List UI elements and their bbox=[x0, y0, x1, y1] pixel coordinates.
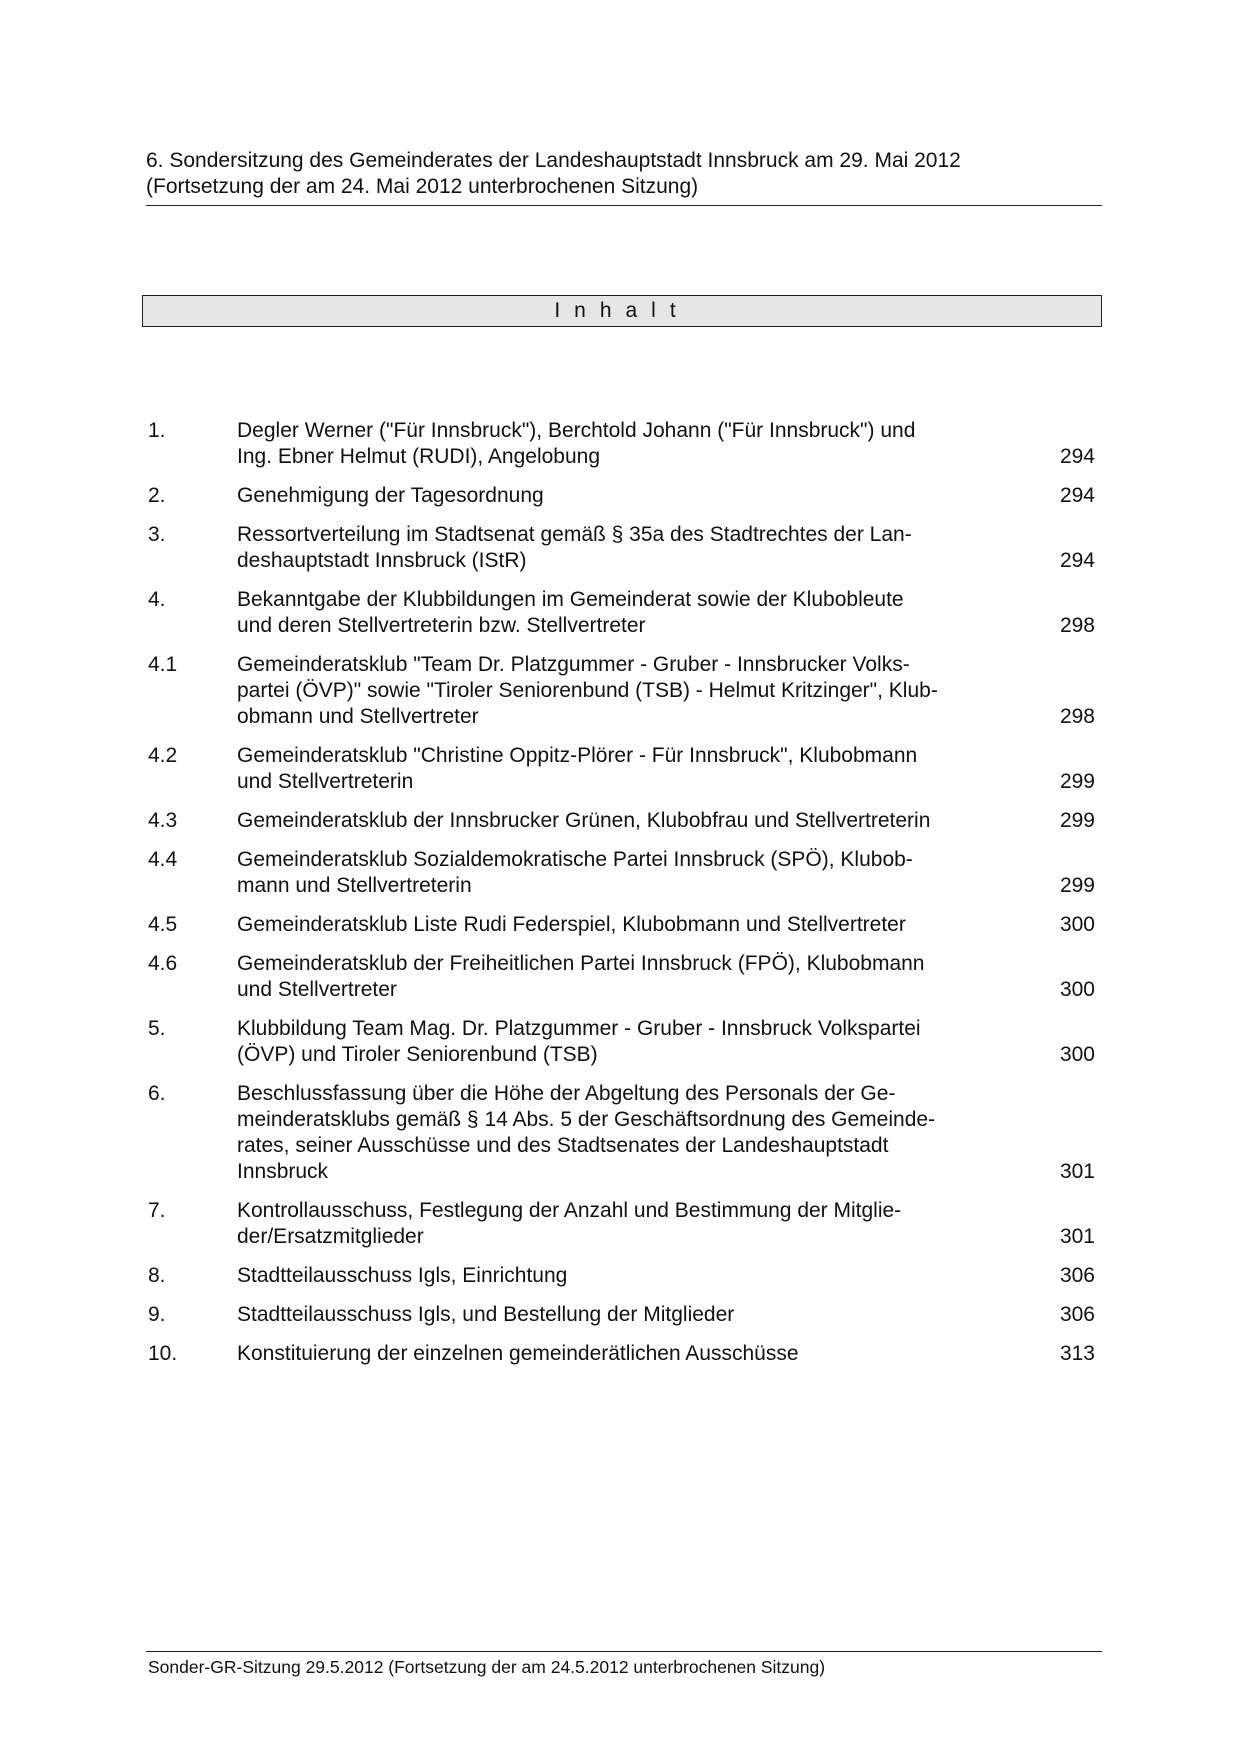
toc-entry-title bbox=[237, 912, 1007, 938]
toc-entry-page-number: 300 bbox=[1059, 978, 1095, 1001]
toc-entry-number: 4. bbox=[148, 588, 166, 611]
toc-entry-number: 6. bbox=[148, 1082, 166, 1105]
toc-entry-title bbox=[237, 652, 1007, 730]
toc-entry-number: 4.2 bbox=[148, 744, 178, 767]
toc-entry-page-number: 313 bbox=[1059, 1342, 1095, 1365]
toc-entry-title bbox=[237, 951, 1007, 1003]
toc-entry-title-line: Stadtteilausschuss Igls, Einrichtung bbox=[237, 1264, 568, 1287]
toc-entry-number: 1. bbox=[148, 419, 166, 442]
toc-entry-number: 2. bbox=[148, 484, 166, 507]
toc-entry bbox=[148, 808, 1098, 834]
toc-entry-title-line: der/Ersatzmitglieder bbox=[237, 1225, 424, 1248]
toc-entry-number: 4.6 bbox=[148, 952, 178, 975]
table-of-contents bbox=[148, 418, 1098, 1380]
toc-entry-title-line: Gemeinderatsklub Sozialdemokratische Partei Innsbruck (SPÖ), Klubob- bbox=[237, 848, 913, 871]
toc-entry bbox=[148, 1341, 1098, 1367]
toc-entry-title-line: Gemeinderatsklub "Team Dr. Platzgummer - Gruber - Innsbrucker Volks- bbox=[237, 653, 910, 676]
footer-divider bbox=[146, 1651, 1102, 1652]
toc-entry bbox=[148, 587, 1098, 639]
toc-entry bbox=[148, 951, 1098, 1003]
toc-entry-title-line: Ressortverteilung im Stadtsenat gemäß § 35a des Stadtrechtes der Lan- bbox=[237, 523, 912, 546]
toc-entry-title-line: deshauptstadt Innsbruck (IStR) bbox=[237, 549, 527, 572]
header-divider bbox=[146, 205, 1102, 206]
toc-entry bbox=[148, 418, 1098, 470]
toc-entry-title-line: Stadtteilausschuss Igls, und Bestellung der Mitglieder bbox=[237, 1303, 735, 1326]
toc-entry bbox=[148, 1198, 1098, 1250]
toc-entry-title-line: obmann und Stellvertreter bbox=[237, 705, 479, 728]
toc-entry-page-number: 298 bbox=[1059, 614, 1095, 637]
toc-entry bbox=[148, 652, 1098, 730]
toc-entry-title bbox=[237, 1302, 1007, 1328]
toc-entry bbox=[148, 912, 1098, 938]
toc-entry-number: 9. bbox=[148, 1303, 166, 1326]
page-footer: Sonder-GR-Sitzung 29.5.2012 (Fortsetzung der am 24.5.2012 unterbrochenen Sitzung) bbox=[148, 1657, 826, 1677]
toc-entry bbox=[148, 522, 1098, 574]
toc-entry-title-line: Beschlussfassung über die Höhe der Abgeltung des Personals der Ge- bbox=[237, 1082, 896, 1105]
toc-entry-number: 5. bbox=[148, 1017, 166, 1040]
toc-entry-page-number: 306 bbox=[1059, 1303, 1095, 1326]
toc-entry-page-number: 300 bbox=[1059, 1043, 1095, 1066]
toc-entry-title-line: Konstituierung der einzelnen gemeinderätlichen Ausschüsse bbox=[237, 1342, 799, 1365]
toc-entry-page-number: 306 bbox=[1059, 1264, 1095, 1287]
toc-entry-title-line: Gemeinderatsklub "Christine Oppitz-Plörer - Für Innsbruck", Klubobmann bbox=[237, 744, 918, 767]
toc-entry-title-line: Gemeinderatsklub der Innsbrucker Grünen, Klubobfrau und Stellvertreterin bbox=[237, 809, 931, 832]
toc-entry-page-number: 301 bbox=[1059, 1225, 1095, 1248]
toc-entry-title bbox=[237, 1016, 1007, 1068]
toc-entry-title bbox=[237, 1198, 1007, 1250]
toc-entry-title-line: mann und Stellvertreterin bbox=[237, 874, 472, 897]
toc-entry bbox=[148, 1302, 1098, 1328]
toc-entry-page-number: 294 bbox=[1059, 549, 1095, 572]
header-title: 6. Sondersitzung des Gemeinderates der Landeshauptstadt Innsbruck am 29. Mai 2012 bbox=[146, 149, 961, 172]
contents-heading-box bbox=[142, 295, 1102, 327]
toc-entry-title-line: Innsbruck bbox=[237, 1160, 329, 1183]
contents-heading: Inhalt bbox=[554, 299, 690, 322]
toc-entry-title bbox=[237, 418, 1007, 470]
toc-entry-number: 4.4 bbox=[148, 848, 178, 871]
toc-entry-title bbox=[237, 743, 1007, 795]
header-subtitle: (Fortsetzung der am 24. Mai 2012 unterbrochenen Sitzung) bbox=[146, 175, 699, 198]
toc-entry-number: 3. bbox=[148, 523, 166, 546]
toc-entry-title bbox=[237, 522, 1007, 574]
toc-entry-number: 4.5 bbox=[148, 913, 178, 936]
toc-entry-title-line: Klubbildung Team Mag. Dr. Platzgummer - Gruber - Innsbruck Volkspartei bbox=[237, 1017, 921, 1040]
toc-entry-page-number: 299 bbox=[1059, 770, 1095, 793]
toc-entry-title bbox=[237, 1263, 1007, 1289]
toc-entry-title-line: Ing. Ebner Helmut (RUDI), Angelobung bbox=[237, 445, 601, 468]
toc-entry-title-line: Kontrollausschuss, Festlegung der Anzahl und Bestimmung der Mitglie- bbox=[237, 1199, 902, 1222]
toc-entry bbox=[148, 1081, 1098, 1185]
toc-entry-title-line: (ÖVP) und Tiroler Seniorenbund (TSB) bbox=[237, 1043, 598, 1066]
toc-entry-title bbox=[237, 587, 1007, 639]
toc-entry-number: 4.3 bbox=[148, 809, 178, 832]
toc-entry-page-number: 301 bbox=[1059, 1160, 1095, 1183]
toc-entry-number: 8. bbox=[148, 1264, 166, 1287]
toc-entry-title-line: meinderatsklubs gemäß § 14 Abs. 5 der Geschäftsordnung des Gemeinde- bbox=[237, 1108, 936, 1131]
toc-entry-title-line: Degler Werner ("Für Innsbruck"), Berchtold Johann ("Für Innsbruck") und bbox=[237, 419, 916, 442]
toc-entry-page-number: 299 bbox=[1059, 874, 1095, 897]
toc-entry bbox=[148, 1016, 1098, 1068]
toc-entry-title bbox=[237, 808, 1007, 834]
toc-entry-page-number: 294 bbox=[1059, 445, 1095, 468]
toc-entry-title bbox=[237, 847, 1007, 899]
toc-entry bbox=[148, 743, 1098, 795]
toc-entry-title-line: Gemeinderatsklub Liste Rudi Federspiel, Klubobmann und Stellvertreter bbox=[237, 913, 906, 936]
toc-entry-title bbox=[237, 1081, 1007, 1185]
page-header bbox=[146, 148, 1100, 200]
toc-entry-title-line: und Stellvertreterin bbox=[237, 770, 414, 793]
toc-entry-title-line: und deren Stellvertreterin bzw. Stellvertreter bbox=[237, 614, 646, 637]
toc-entry-title-line: partei (ÖVP)" sowie "Tiroler Seniorenbund (TSB) - Helmut Kritzinger", Klub- bbox=[237, 679, 938, 702]
toc-entry-title-line: Genehmigung der Tagesordnung bbox=[237, 484, 544, 507]
toc-entry-number: 7. bbox=[148, 1199, 166, 1222]
toc-entry-title-line: und Stellvertreter bbox=[237, 978, 397, 1001]
toc-entry-page-number: 300 bbox=[1059, 913, 1095, 936]
toc-entry-title-line: rates, seiner Ausschüsse und des Stadtsenates der Landeshauptstadt bbox=[237, 1134, 889, 1157]
toc-entry-number: 4.1 bbox=[148, 653, 178, 676]
toc-entry bbox=[148, 847, 1098, 899]
toc-entry-page-number: 298 bbox=[1059, 705, 1095, 728]
toc-entry-title bbox=[237, 1341, 1007, 1367]
toc-entry-title-line: Bekanntgabe der Klubbildungen im Gemeinderat sowie der Klubobleute bbox=[237, 588, 904, 611]
toc-entry-page-number: 299 bbox=[1059, 809, 1095, 832]
toc-entry bbox=[148, 483, 1098, 509]
toc-entry-title-line: Gemeinderatsklub der Freiheitlichen Partei Innsbruck (FPÖ), Klubobmann bbox=[237, 952, 925, 975]
toc-entry-page-number: 294 bbox=[1059, 484, 1095, 507]
toc-entry-number: 10. bbox=[148, 1342, 178, 1365]
toc-entry-title bbox=[237, 483, 1007, 509]
toc-entry bbox=[148, 1263, 1098, 1289]
